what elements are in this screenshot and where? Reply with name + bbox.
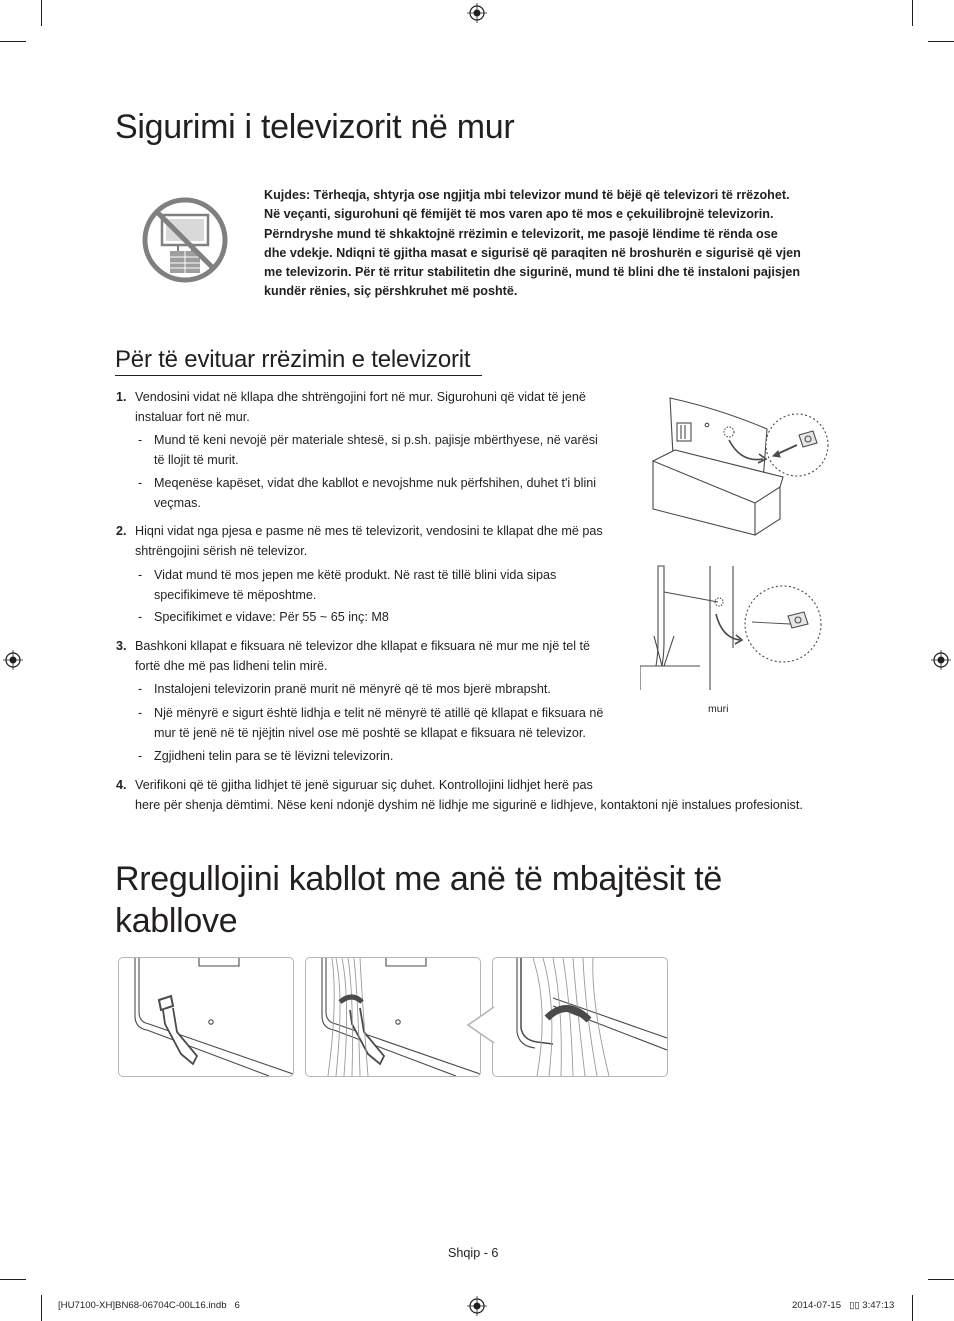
crop-mark	[912, 0, 913, 26]
sub-line: Vidat mund të mos jepen me këtë produkt. Në rast të tillë blini vida sipas	[154, 568, 557, 582]
cable-holder-step-panel	[118, 957, 294, 1077]
step-text	[135, 776, 835, 815]
sub-line: Specifikimet e vidave: Për 55 ~ 65 inç: M8	[154, 610, 389, 624]
caution-text	[264, 186, 824, 302]
bullet-dash: -	[138, 749, 143, 763]
tv-bracket-illustration	[645, 395, 830, 540]
sub-line: veçmas.	[154, 495, 201, 510]
section-heading: Për të evituar rrëzimin e televizorit	[115, 346, 471, 373]
sub-note	[154, 431, 598, 470]
registration-mark-icon	[467, 3, 487, 23]
file-info: [HU7100-XH]BN68-06704C-00L16.indb 6	[58, 1300, 240, 1311]
step-line: Vendosini vidat në kllapa dhe shtrëngojini fort në mur. Sigurohuni që vidat të jenë	[135, 390, 586, 404]
crop-mark	[41, 1295, 42, 1321]
wall-label: muri	[708, 703, 729, 715]
sub-note	[154, 680, 551, 700]
cable-holder-illustration	[306, 958, 480, 1076]
caution-line: Kujdes: Tërheqja, shtyrja ose ngjitja mbi televizor mund të bëjë që televizori të rrëzohet.	[264, 188, 790, 202]
bullet-dash: -	[138, 610, 143, 624]
step-line: instaluar fort në mur.	[135, 409, 250, 424]
crop-mark	[928, 41, 954, 42]
heading-underline	[115, 375, 482, 376]
step-text	[135, 637, 590, 676]
sub-line: Mund të keni nevojë për materiale shtesë, si p.sh. pajisje mbërthyese, në varësi	[154, 433, 598, 447]
sub-note	[154, 566, 556, 605]
title-line: Rregullojini kabllot me anë të mbajtësit të	[115, 860, 722, 898]
registration-mark-icon	[467, 1296, 487, 1316]
step-line: fortë dhe më pas lidheni telin mirë.	[135, 658, 328, 673]
sub-note	[154, 474, 596, 513]
wall-wire-illustration	[640, 562, 830, 692]
step-line: Bashkoni kllapat e fiksuara në televizor dhe kllapat e fiksuara në mur me një tel të	[135, 639, 591, 653]
sub-line: mur të jenë në të njëjtin nivel ose më poshtë se kllapat e fiksuara në televizor.	[154, 725, 586, 740]
registration-mark-icon	[931, 650, 951, 670]
registration-mark-icon	[3, 650, 23, 670]
step-line: Verifikoni që të gjitha lidhjet të jenë siguruar siç duhet. Kontrollojini lidhjet herë pas	[135, 778, 593, 792]
bullet-dash: -	[138, 682, 143, 696]
title-line: kabllove	[115, 902, 238, 940]
cable-holder-step-panel	[492, 957, 668, 1077]
step-line: shtrëngojini sërish në televizor.	[135, 543, 308, 558]
caution-line: Në veçanti, sigurohuni që fëmijët të mos varen apo të mos e çekuilibrojnë televizorin.	[264, 207, 774, 222]
bullet-dash: -	[138, 433, 143, 447]
caution-line: me televizorin. Për të rritur stabilitetin dhe sigurinë, mund të blini dhe të instaloni pajisjen	[264, 265, 801, 280]
step-line: here për shenja dëmtimi. Nëse keni ndonjë dyshim në lidhje me sigurinë e lidhjeve, kontaktoni një instalues profesionist.	[135, 797, 803, 812]
step-text	[135, 388, 586, 427]
sub-line: Zgjidheni telin para se të lëvizni televizorin.	[154, 749, 394, 763]
cable-holder-illustration	[119, 958, 293, 1076]
sub-note	[154, 704, 603, 743]
crop-mark	[0, 41, 26, 42]
sub-line: të llojit të murit.	[154, 452, 239, 467]
caution-line: Përndryshe mund të shkaktojnë rrëzimin e televizorit, me pasojë lëndime të rënda ose	[264, 226, 778, 241]
print-timestamp: 2014-07-15 ▯▯ 3:47:13	[792, 1300, 895, 1311]
sub-note	[154, 608, 389, 628]
sub-note	[154, 747, 393, 767]
crop-mark	[912, 1295, 913, 1321]
sub-line: Meqenëse kapëset, vidat dhe kabllot e nevojshme nuk përfshihen, duhet t'i blini	[154, 476, 597, 490]
step-number: 1.	[116, 390, 127, 404]
crop-mark	[41, 0, 42, 26]
caution-line: dhe vdekje. Ndiqni të gjitha masat e sigurisë që paraqiten në broshurën e sigurisë që vjen	[264, 245, 801, 260]
crop-mark	[0, 1279, 26, 1280]
sub-line: specifikimeve të mëposhtme.	[154, 587, 317, 602]
step-text	[135, 522, 603, 561]
step-line: Hiqni vidat nga pjesa e pasme në mes të televizorit, vendosini te kllapat dhe më pas	[135, 524, 603, 538]
bullet-dash: -	[138, 706, 143, 720]
cable-holder-step-panel	[305, 957, 481, 1077]
bullet-dash: -	[138, 476, 143, 490]
step-number: 4.	[116, 778, 127, 792]
sub-line: Një mënyrë e sigurt është lidhja e telit në mënyrë të atillë që kllapat e fiksuara në	[154, 706, 604, 720]
cable-holder-illustration	[493, 958, 667, 1076]
caution-line: kundër rënies, siç përshkruhet më poshtë.	[264, 284, 518, 299]
crop-mark	[928, 1279, 954, 1280]
sub-line: Instalojeni televizorin pranë murit në mënyrë që të mos bjerë mbrapsht.	[154, 682, 551, 696]
step-number: 3.	[116, 639, 127, 653]
page-title: Sigurimi i televizorit në mur	[115, 108, 515, 146]
section-title-cable	[115, 858, 722, 942]
step-number: 2.	[116, 524, 127, 538]
zoom-connector	[466, 1005, 496, 1045]
page-number: Shqip - 6	[448, 1246, 499, 1260]
bullet-dash: -	[138, 568, 143, 582]
no-climbing-tv-icon	[142, 197, 228, 283]
